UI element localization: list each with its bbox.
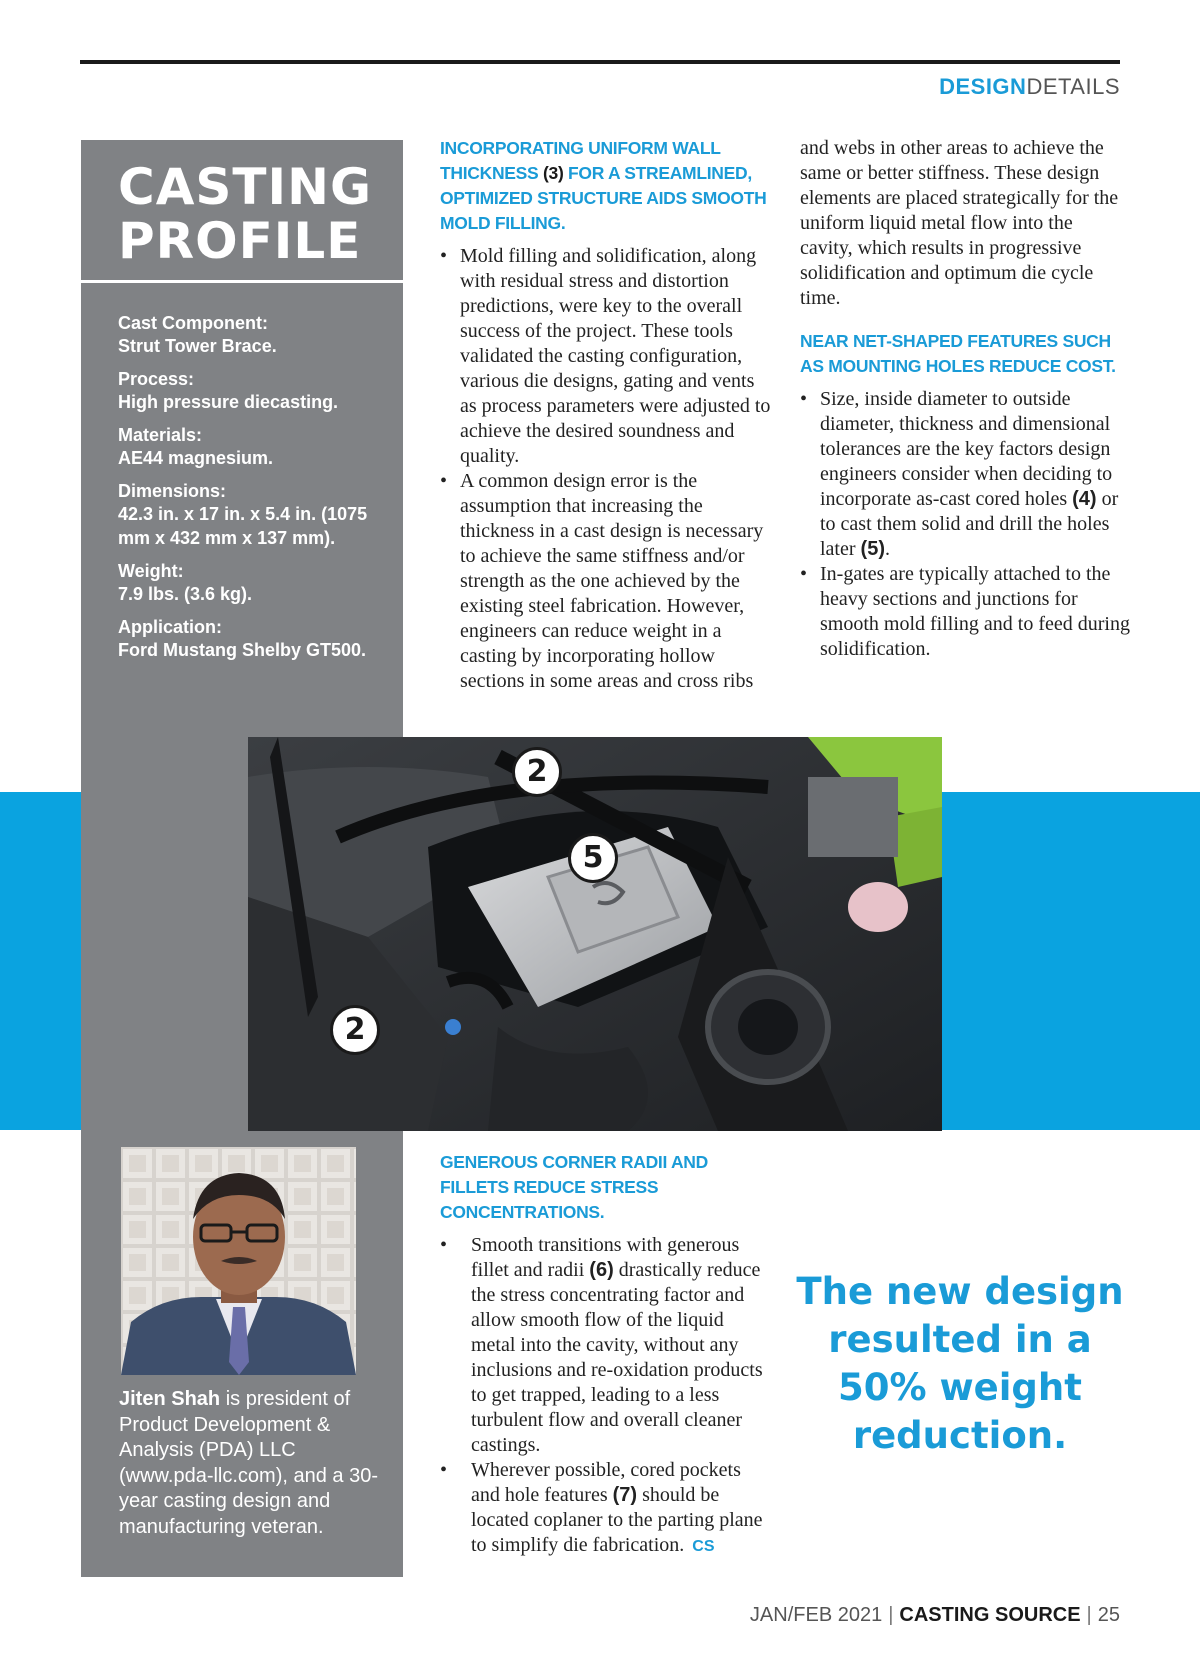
bullet-item: • A common design error is the assumption that increasing the thickness in a cast design is necessary to achieve the same stiffness and/or strength as the one achieved by the existing steel fabrication. However, engineers can reduce weight in a casting by incorporating hollow sections in some areas and cross ribs (440, 469, 775, 694)
bullet-list (440, 1233, 770, 1559)
profile-value: 7.9 lbs. (3.6 kg). (118, 584, 253, 604)
profile-value: AE44 magnesium. (118, 448, 274, 468)
bullet-list (800, 387, 1130, 662)
profile-value: Strut Tower Brace. (118, 336, 277, 356)
end-mark: CS (692, 1538, 715, 1555)
magazine-name-rest: SOURCE (989, 1604, 1081, 1626)
bullet-item: • Wherever possible, cored pockets and hole features (7) should be located coplaner to the parting plane to simplify die fabrication. CS (440, 1458, 770, 1559)
profile-label: Dimensions: (118, 481, 227, 501)
sidebar-title-box (81, 140, 403, 283)
author-bio-text: is president of Product Development & Analysis (PDA) LLC (www.pda-llc.com), and a 30-year casting design and manufacturing veteran. (119, 1388, 378, 1538)
section-label-light: DETAILS (1026, 74, 1120, 99)
profile-label: Process: (118, 369, 195, 389)
profile-value: Ford Mustang Shelby GT500. (118, 640, 367, 660)
subhead-corner-radii: GENEROUS CORNER RADII AND FILLETS REDUCE STRESS CONCENTRATIONS. (440, 1152, 708, 1222)
magazine-name-bold: CASTING (899, 1604, 990, 1626)
page-footer: JAN/FEB 2021 | CASTING SOURCE | 25 (749, 1604, 1120, 1626)
subhead-net-shaped: NEAR NET-SHAPED FEATURES SUCH AS MOUNTING HOLES REDUCE COST. (800, 331, 1116, 376)
profile-value: High pressure diecasting. (118, 392, 339, 412)
engine-image (248, 737, 942, 1131)
callout-marker: 2 (330, 1005, 380, 1055)
article-column-2 (800, 136, 1130, 662)
feature-ref: (3) (542, 163, 564, 183)
section-label-bold: DESIGN (939, 74, 1027, 99)
pull-quote: The new design resulted in a 50% weight reduction. (796, 1270, 1124, 1457)
author-bio (119, 1387, 389, 1540)
bullet-item: • Mold filling and solidification, along with residual stress and distortion predictions, were key to the overall success of the project. These tools validated the casting configuration, various die designs, gating and vents as process parameters were adjusted to achieve the desired soundness and quality. (440, 244, 775, 469)
article-column-3 (440, 1150, 770, 1559)
feature-ref: (6) (589, 1259, 614, 1281)
article-column-1 (440, 136, 775, 694)
page-number: 25 (1097, 1604, 1120, 1626)
issue-date: JAN/FEB 2021 (749, 1604, 883, 1626)
profile-value: 42.3 in. x 17 in. x 5.4 in. (1075 mm x 432 mm x 137 mm). (118, 504, 368, 548)
engine-bay-photo (248, 737, 942, 1131)
feature-ref: (4) (1072, 488, 1097, 510)
profile-label: Application: (118, 617, 222, 637)
feature-ref: (5) (860, 538, 885, 560)
callout-marker: 2 (512, 747, 562, 797)
profile-label: Weight: (118, 561, 184, 581)
profile-list (118, 312, 388, 662)
bullet-item: • Smooth transitions with generous fillet and radii (6) drastically reduce the stress concentrating factor and allow smooth flow of the liquid metal into the cavity, without any inclusions and re-oxidation products to get trapped, leading to a less turbulent flow and overall cleaner castings. (440, 1233, 770, 1458)
callout-marker: 5 (568, 833, 618, 883)
section-label (939, 74, 1120, 100)
author-photo (121, 1147, 356, 1375)
profile-label: Cast Component: (118, 313, 268, 333)
top-rule (80, 60, 1120, 64)
profile-label: Materials: (118, 425, 203, 445)
bullet-item: • In-gates are typically attached to the heavy sections and junctions for smooth mold filling and to feed during solidification. (800, 562, 1130, 662)
author-name: Jiten Shah (119, 1388, 221, 1410)
sidebar-title: CASTING PROFILE (118, 158, 372, 270)
subhead-uniform-wall: INCORPORATING UNIFORM WALL THICKNESS (3) FOR A STREAMLINED, OPTIMIZED STRUCTURE AIDS SMOOTH MOLD FILLING. (440, 138, 767, 233)
feature-ref: (7) (612, 1484, 638, 1506)
body-paragraph: and webs in other areas to achieve the same or better stiffness. These design elements are placed strategically for the uniform liquid metal flow into the cavity, which results in progressive solidification and optimum die cycle time. (800, 137, 1119, 309)
bullet-item: • Size, inside diameter to outside diameter, thickness and dimensional tolerances are the key factors design engineers consider when deciding to incorporate as-cast cored holes (4) or to cast them solid and drill the holes later (5). (800, 387, 1130, 562)
bullet-list (440, 244, 775, 694)
author-portrait-image (121, 1147, 356, 1375)
